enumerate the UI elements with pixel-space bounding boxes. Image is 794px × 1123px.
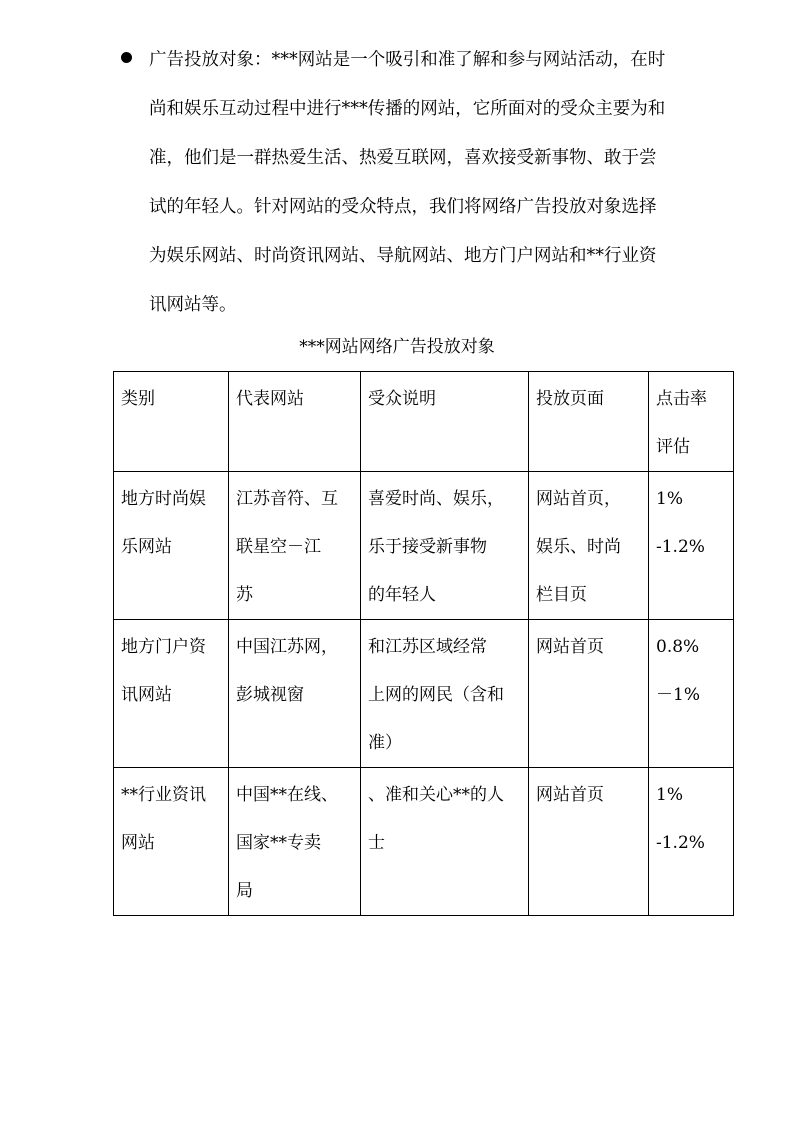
cell-text: -1.2% — [656, 833, 705, 853]
paragraph-line: 尚和娱乐互动过程中进行***传播的网站，它所面对的受众主要为和 — [149, 99, 666, 119]
cell-placement-page — [529, 620, 649, 768]
cell-text: 0.8% — [656, 637, 700, 657]
cell-text: 类别 — [121, 389, 155, 409]
cell-text: 和江苏区域经常 — [368, 637, 487, 657]
cell-text: 乐于接受新事物 — [368, 537, 487, 557]
cell-text: 代表网站 — [236, 389, 304, 409]
cell-text: 彭城视窗 — [236, 685, 304, 705]
cell-text: 上网的网民（含和 — [368, 685, 504, 705]
cell-category — [114, 620, 229, 768]
cell-category — [114, 372, 229, 472]
cell-text: 、准和关心**的人 — [368, 785, 504, 805]
cell-audience — [361, 768, 529, 916]
cell-text: 受众说明 — [368, 389, 436, 409]
cell-text: 网站首页， — [536, 489, 621, 509]
cell-text: －1% — [656, 685, 700, 705]
cell-text: 联星空－江 — [236, 537, 321, 557]
cell-text: 投放页面 — [536, 389, 604, 409]
cell-text: 网站首页 — [536, 785, 604, 805]
cell-text: 1% — [656, 785, 683, 805]
cell-text: 1% — [656, 489, 683, 509]
cell-ctr-estimate — [649, 472, 734, 620]
cell-text: 中国**在线、 — [236, 785, 338, 805]
cell-representative-sites — [229, 620, 361, 768]
bullet-icon — [121, 52, 132, 63]
cell-text: 栏目页 — [536, 585, 587, 605]
cell-text: 国家**专卖 — [236, 833, 321, 853]
table-title: ***网站网络广告投放对象 — [299, 337, 495, 357]
cell-audience — [361, 620, 529, 768]
cell-text: 网站首页 — [536, 637, 604, 657]
cell-text: 点击率 — [656, 389, 707, 409]
cell-text: -1.2% — [656, 537, 705, 557]
cell-placement-page — [529, 372, 649, 472]
cell-text: 讯网站 — [121, 685, 172, 705]
paragraph-line: 准，他们是一群热爱生活、热爱互联网，喜欢接受新事物、敢于尝 — [149, 148, 657, 168]
table-row — [114, 472, 734, 620]
cell-text: 的年轻人 — [368, 585, 436, 605]
cell-text: 评估 — [656, 437, 690, 457]
cell-text: 中国江苏网， — [236, 637, 338, 657]
cell-text: 喜爱时尚、娱乐， — [368, 489, 504, 509]
cell-audience — [361, 372, 529, 472]
table-row — [114, 768, 734, 916]
paragraph-line: 广告投放对象：***网站是一个吸引和准了解和参与网站活动，在时 — [149, 50, 666, 70]
cell-text: 娱乐、时尚 — [536, 537, 621, 557]
cell-placement-page — [529, 472, 649, 620]
cell-text: 准） — [368, 733, 402, 753]
cell-text: 地方时尚娱 — [121, 489, 206, 509]
cell-text: **行业资讯 — [121, 785, 206, 805]
cell-ctr-estimate — [649, 620, 734, 768]
cell-ctr-estimate — [649, 372, 734, 472]
cell-text: 江苏音符、互 — [236, 489, 338, 509]
paragraph-line: 讯网站等。 — [149, 295, 237, 315]
paragraph-line: 试的年轻人。针对网站的受众特点，我们将网络广告投放对象选择 — [149, 197, 657, 217]
cell-representative-sites — [229, 768, 361, 916]
cell-category — [114, 768, 229, 916]
ad-placement-table — [113, 371, 734, 916]
table-header-row — [114, 372, 734, 472]
table-body — [114, 372, 734, 916]
cell-representative-sites — [229, 372, 361, 472]
paragraph-line: 为娱乐网站、时尚资讯网站、导航网站、地方门户网站和**行业资 — [149, 246, 657, 266]
cell-ctr-estimate — [649, 768, 734, 916]
cell-text: 网站 — [121, 833, 155, 853]
cell-text: 乐网站 — [121, 537, 172, 557]
table-row — [114, 620, 734, 768]
cell-placement-page — [529, 768, 649, 916]
paragraph-text — [149, 39, 749, 333]
cell-audience — [361, 472, 529, 620]
cell-category — [114, 472, 229, 620]
cell-text: 地方门户资 — [121, 637, 206, 657]
cell-representative-sites — [229, 472, 361, 620]
cell-text: 苏 — [236, 585, 253, 605]
cell-text: 局 — [236, 881, 253, 901]
cell-text: 士 — [368, 833, 385, 853]
